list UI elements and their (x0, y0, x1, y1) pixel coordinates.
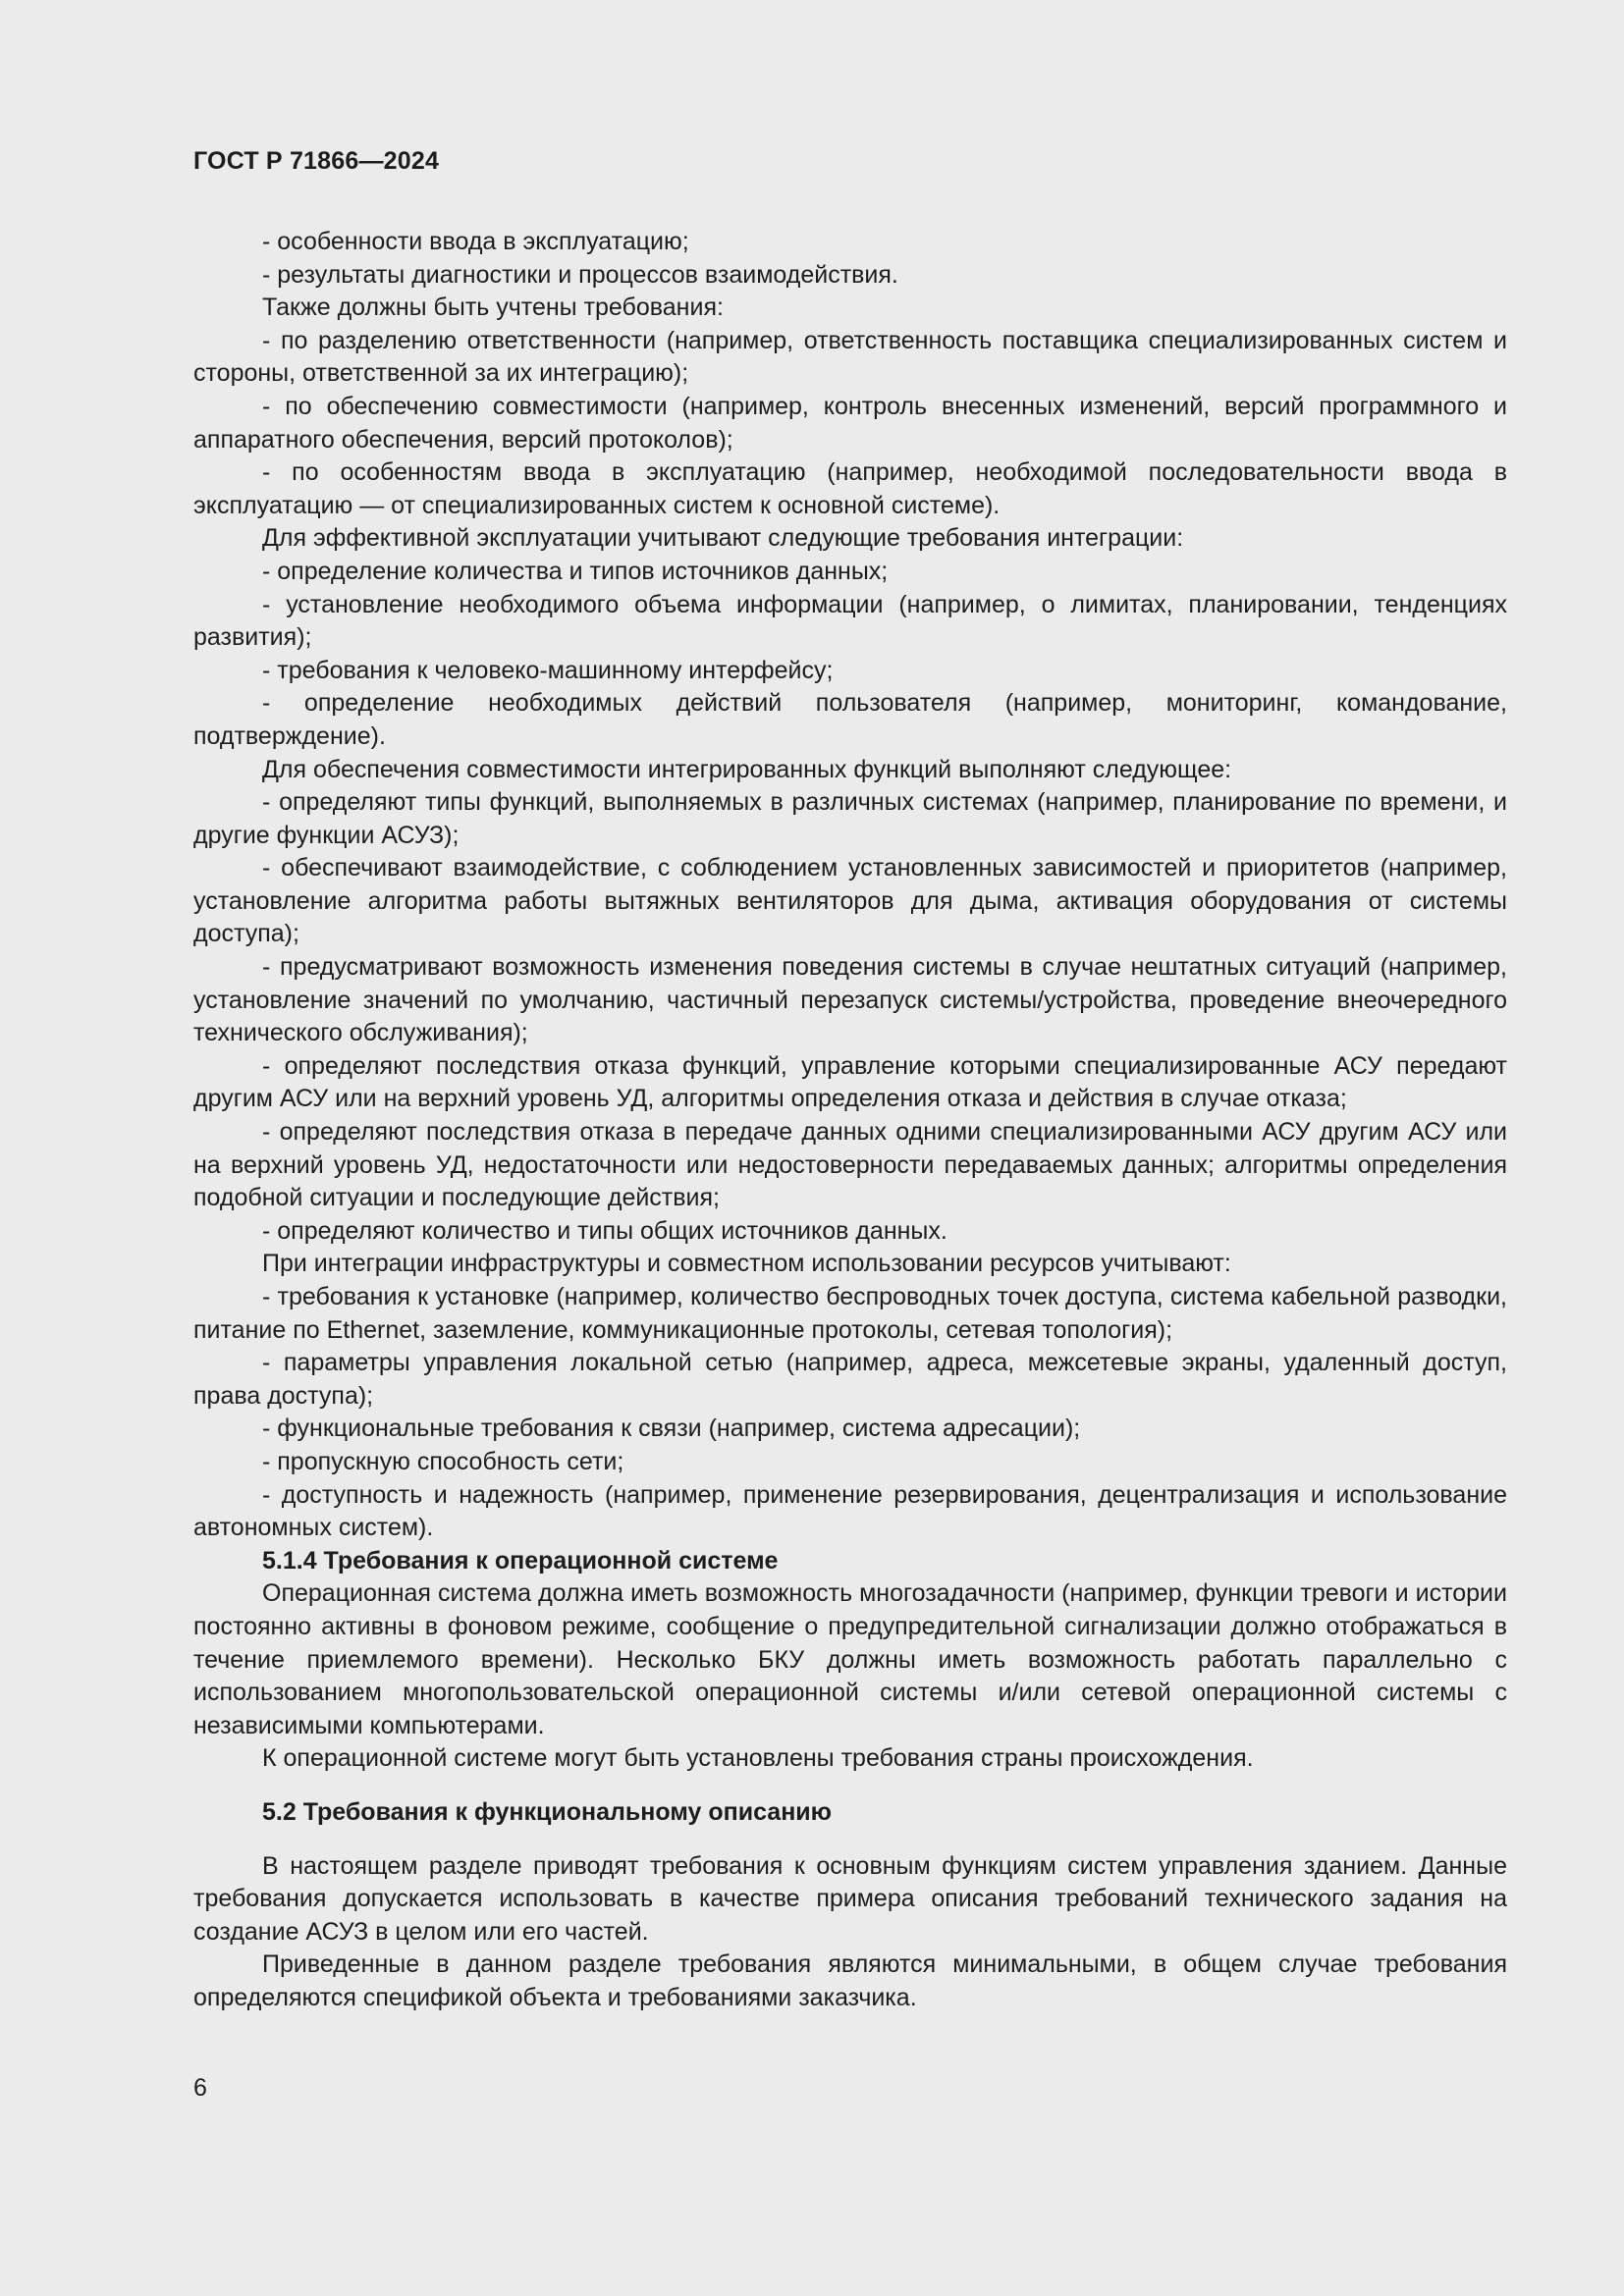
section-heading-5-1-4: 5.1.4 Требования к операционной системе (262, 1546, 779, 1575)
paragraph: Для эффективной эксплуатации учитывают следующие требования интеграции: (262, 524, 1184, 553)
list-item: - установление необходимого объема информации (например, о лимитах, планировании, тенденциях развития); (193, 590, 1507, 652)
list-item: - требования к человеко-машинному интерфейсу; (262, 656, 834, 684)
paragraph: В настоящем разделе приводят требования к основным функциям систем управления зданием. Данные требования допускается использовать в качестве примера описания требований технического задания на создание АСУЗ в целом или его частей. (193, 1851, 1507, 1946)
list-item: - определяют типы функций, выполняемых в различных системах (например, планирование по времени, и другие функции АСУЗ); (193, 788, 1507, 849)
list-item: - функциональные требования к связи (например, система адресации); (262, 1415, 1081, 1443)
list-item: - определяют последствия отказа функций, управление которыми специализированные АСУ передают другим АСУ или на верхний уровень УД, алгоритмы определения отказа и действия в случае отказа; (193, 1051, 1507, 1113)
list-item: - по обеспечению совместимости (например, контроль внесенных изменений, версий программного и аппаратного обеспечения, версий протоколов); (193, 392, 1507, 454)
list-item: - по разделению ответственности (например, ответственность поставщика специализированных систем и стороны, ответственной за их интеграцию); (193, 326, 1507, 388)
list-item: - определение необходимых действий пользователя (например, мониторинг, командование, подтверждение). (193, 689, 1507, 750)
list-item: - пропускную способность сети; (262, 1447, 624, 1475)
document-body (193, 226, 1507, 2014)
list-item: - определяют последствия отказа в передаче данных одними специализированными АСУ другим АСУ или на верхний уровень УД, недостаточности или недостоверности передаваемых данных; алгоритмы определения подобной ситуации и последующие действия; (193, 1118, 1507, 1212)
list-item: - определение количества и типов источников данных; (262, 557, 889, 585)
document-header: ГОСТ Р 71866—2024 (193, 147, 440, 175)
paragraph: Операционная система должна иметь возможность многозадачности (например, функции тревоги и истории постоянно активны в фоновом режиме, сообщение о предупредительной сигнализации должно отображаться в течение приемлемого времени). Несколько БКУ должны иметь возможность работать параллельно с использованием многопользовательской операционной системы и/или сетевой операционной системы с независимыми компьютерами. (193, 1579, 1507, 1739)
list-item: - требования к установке (например, количество беспроводных точек доступа, система кабельной разводки, питание по Ethernet, заземление, коммуникационные протоколы, сетевая топология); (193, 1283, 1507, 1344)
list-item: - параметры управления локальной сетью (например, адреса, межсетевые экраны, удаленный доступ, права доступа); (193, 1349, 1507, 1410)
paragraph: Для обеспечения совместимости интегрированных функций выполняют следующее: (262, 755, 1232, 783)
list-item: - особенности ввода в эксплуатацию; (262, 228, 689, 255)
list-item: - обеспечивают взаимодействие, с соблюдением установленных зависимостей и приоритетов (например, установление алгоритма работы вытяжных вентиляторов для дыма, активация оборудования от системы доступа); (193, 854, 1507, 948)
paragraph: Приведенные в данном разделе требования являются минимальными, в общем случае требования определяются спецификой объекта и требованиями заказчика. (193, 1950, 1507, 2011)
list-item: - доступность и надежность (например, применение резервирования, децентрализация и использование автономных систем). (193, 1480, 1507, 1542)
page-number: 6 (193, 2074, 207, 2102)
section-heading-5-2: 5.2 Требования к функциональному описанию (262, 1797, 833, 1826)
list-item: - предусматривают возможность изменения поведения системы в случае нештатных ситуаций (например, установление значений по умолчанию, частичный перезапуск системы/устройства, проведение внеочередного технического обслуживания); (193, 953, 1507, 1047)
paragraph: Также должны быть учтены требования: (262, 294, 724, 322)
list-item: - результаты диагностики и процессов взаимодействия. (262, 260, 898, 289)
paragraph: К операционной системе могут быть установлены требования страны происхождения. (262, 1744, 1254, 1773)
paragraph: При интеграции инфраструктуры и совместном использовании ресурсов учитывают: (262, 1250, 1231, 1278)
list-item: - по особенностям ввода в эксплуатацию (например, необходимой последовательности ввода в эксплуатацию — от специализированных систем к основной системе). (193, 458, 1507, 519)
list-item: - определяют количество и типы общих источников данных. (262, 1216, 947, 1245)
